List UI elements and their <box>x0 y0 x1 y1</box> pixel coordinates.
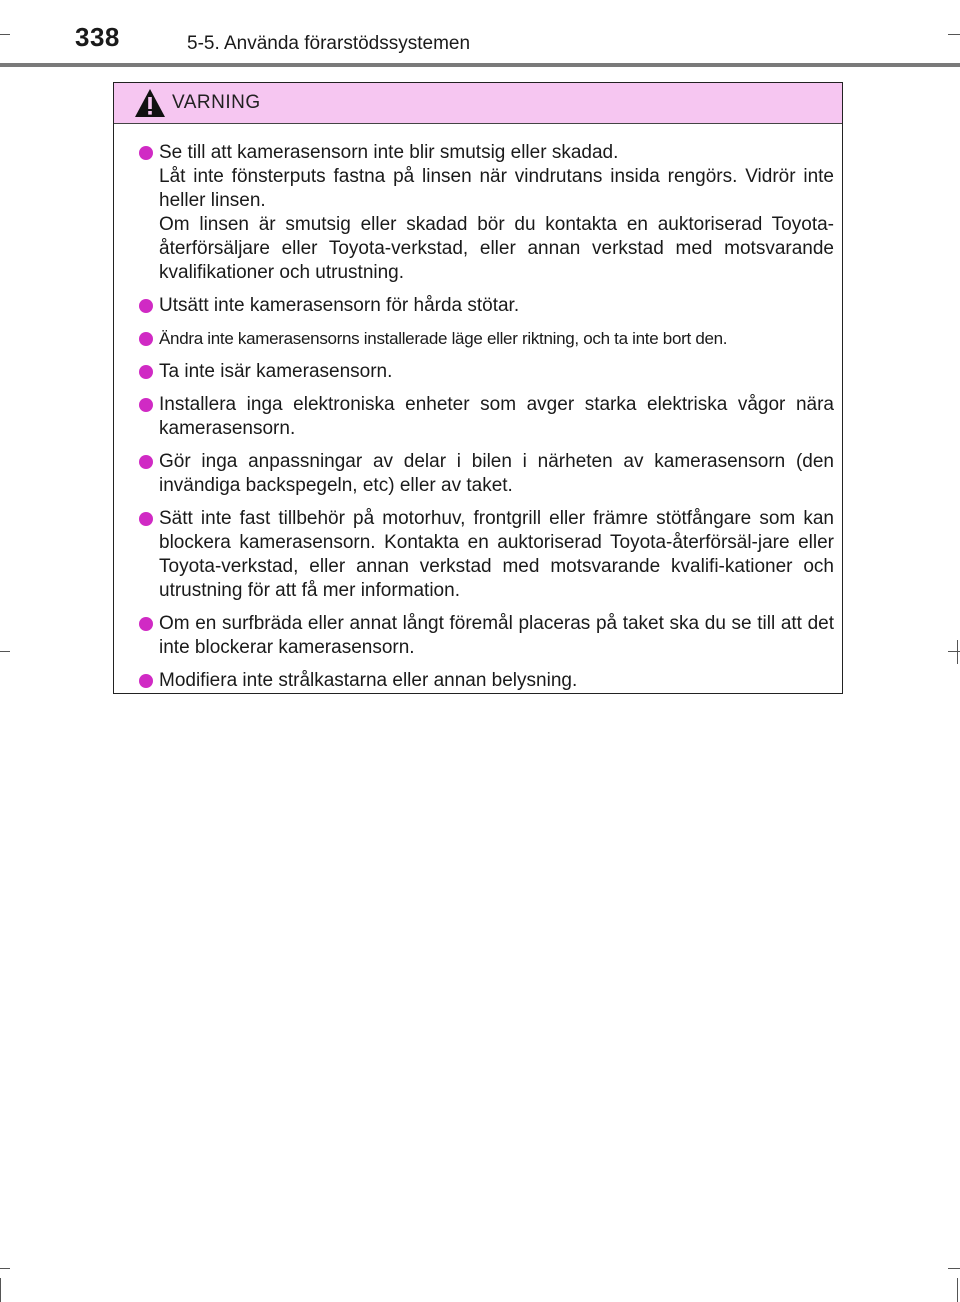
bullet-icon <box>139 512 153 526</box>
warning-item-text: Gör inga anpassningar av delar i bilen i närheten av kamerasensorn (den invändiga backspegeln, etc) eller av taket. <box>159 451 834 496</box>
bullet-icon <box>139 617 153 631</box>
warning-item-text: Ändra inte kamerasensorns installerade läge eller riktning, och ta inte bort den. <box>159 329 728 348</box>
header-divider <box>0 63 960 67</box>
warning-item-text: Sätt inte fast tillbehör på motorhuv, frontgrill eller främre stötfångare som kan blockera kamerasensorn. Kontakta en auktoriserad Toyota-återförsäl-jare eller Toyota-verkstad, eller annan verkstad med motsvarande kvalifi-kationer och utrustning för att få mer information. <box>159 508 834 601</box>
warning-item-text: Om en surfbräda eller annat långt föremål placeras på taket ska du se till att det inte blockerar kamerasensorn. <box>159 613 834 658</box>
warning-item <box>139 294 834 318</box>
warning-item-text: Se till att kamerasensorn inte blir smutsig eller skadad. <box>159 142 619 163</box>
warning-triangle-icon <box>134 88 166 118</box>
warning-item <box>139 327 834 351</box>
bullet-icon <box>139 398 153 412</box>
crop-mark <box>948 1268 960 1269</box>
crop-mark <box>0 651 10 652</box>
bullet-icon <box>139 299 153 313</box>
warning-item <box>139 360 834 384</box>
warning-item-text: Installera inga elektroniska enheter som avger starka elektriska vågor nära kamerasensorn. <box>159 394 834 439</box>
warning-item-text: Utsätt inte kamerasensorn för hårda stötar. <box>159 295 520 316</box>
warning-item <box>139 141 834 285</box>
warning-item-text: Om linsen är smutsig eller skadad bör du kontakta en auktoriserad Toyota-återförsäljare eller Toyota-verkstad, eller annan verkstad med motsvarande kvalifikationer och utrustning. <box>159 214 834 283</box>
bullet-icon <box>139 455 153 469</box>
warning-item <box>139 612 834 660</box>
crop-mark <box>957 640 958 664</box>
bullet-icon <box>139 332 153 346</box>
crop-mark <box>948 651 960 652</box>
warning-item <box>139 669 834 693</box>
warning-item <box>139 507 834 603</box>
crop-mark <box>957 1278 958 1302</box>
warning-item-text: Ta inte isär kamerasensorn. <box>159 361 393 382</box>
crop-mark <box>0 1278 1 1302</box>
warning-item <box>139 450 834 498</box>
crop-mark <box>0 34 10 35</box>
bullet-icon <box>139 365 153 379</box>
warning-title: VARNING <box>172 92 261 113</box>
page-number: 338 <box>75 22 120 52</box>
bullet-icon <box>139 674 153 688</box>
bullet-icon <box>139 146 153 160</box>
warning-list <box>114 124 842 693</box>
warning-item-text: Låt inte fönsterputs fastna på linsen när vindrutans insida rengörs. Vidrör inte heller linsen. <box>159 166 834 211</box>
crop-mark <box>948 34 960 35</box>
warning-box <box>113 82 843 694</box>
warning-item-text: Modifiera inte strålkastarna eller annan belysning. <box>159 670 578 691</box>
warning-header <box>114 83 842 124</box>
section-title: 5-5. Använda förarstödssystemen <box>187 33 471 54</box>
warning-item <box>139 393 834 441</box>
crop-mark <box>0 1268 10 1269</box>
